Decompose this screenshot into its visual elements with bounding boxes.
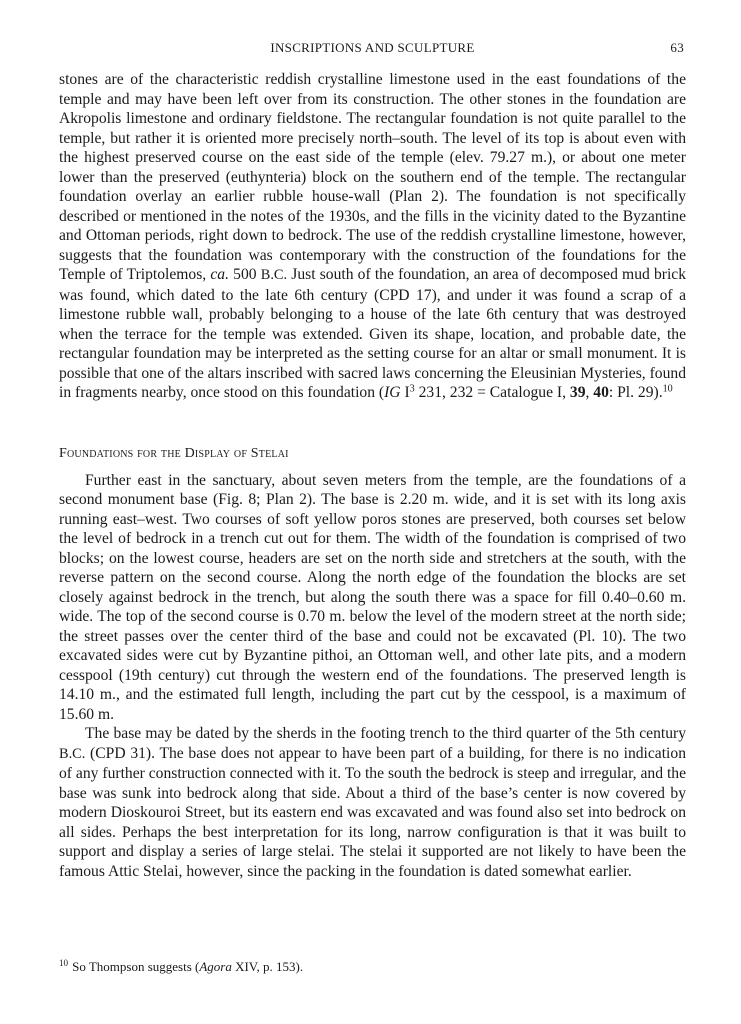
paragraph-1 [59,70,686,403]
footnote-number: 10 [59,958,69,969]
paragraph-3 [59,724,686,881]
catalogue-number: 40 [593,384,609,401]
page [59,38,686,881]
text-italic: IG [384,384,401,401]
text-run: So Thompson suggests ( [72,959,200,974]
catalogue-number: 39 [569,384,586,401]
section-heading: Foundations for the Display of Stelai [59,445,289,461]
text-italic: ca. [210,266,229,283]
footnote [59,958,686,975]
text-italic: Agora [199,959,232,974]
running-header [59,38,686,58]
body-text [59,70,686,881]
text-run: (CPD 31). The base does not appear to have been part of a building, for there is no indication of any further construction connected with it. To the south the bedrock is steep and irregular, and the base was sunk into bedrock along that side. About a third of the base’s center is now covered by modern Dioskouroi Street, but its eastern end was excavated and was found also set into bedrock on all sides. Perhaps the best interpretation for its long, narrow configuration is that it was built to support and display a series of large stelai. The stelai it supported are not likely to have been the famous Attic Stelai, however, since the packing in the foundation is dated somewhat earlier. [59,744,686,880]
text-run: : Pl. 29). [608,384,663,401]
text-run: Just south of the foundation, an area of decomposed mud brick was found, which dated to the late 6th century (CPD 17), and under it was found a scrap of a limestone rubble wall, probably belonging to a house of the late 6th century that was destroyed when the terrace for the temple was extended. Given its shape, location, and probable date, the rectangular foundation may be interpreted as the setting course for an altar or small monument. It is possible that one of the altars inscribed with sacred laws concerning the Eleusinian Mysteries, found in fragments nearby, once stood on this foundation ( [59,266,687,401]
footnote-reference[interactable]: 10 [662,383,673,395]
running-title: INSCRIPTIONS AND SCULPTURE [270,40,475,55]
text-run: 500 [229,266,261,283]
page-number: 63 [670,40,684,55]
text-smallcaps: B.C. [59,745,86,762]
text-run: , [585,384,594,401]
text-run: stones are of the characteristic reddish crystalline limestone used in the east foundations of the temple and may have been left over from its construction. The other stones in the foundation are Akropolis limestone and ordinary fieldstone. The rectangular foundation is not quite parallel to the temple, but rather it is oriented more precisely north–south. The level of its top is about even with the highest preserved course on the east side of the temple (elev. 79.27 m.), or about one meter lower than the preserved (euthynteria) block on the southern end of the temple. The rectangular foundation overlay an earlier rubble house-wall (Plan 2). The foundation is not specifically described or mentioned in the notes of the 1930s, and the fills in the vicinity dated to the Byzantine and Ottoman periods, right down to bedrock. The use of the reddish crystalline limestone, however, suggests that the foundation was contemporary with the construction of the foundations for the Temple of Triptolemos, [59,71,686,283]
text-run: XIV, p. 153). [231,959,304,974]
text-run: The base may be dated by the sherds in the footing trench to the third quarter of the 5th century [85,725,686,742]
superscript: 3 [409,383,415,395]
text-smallcaps: B.C. [260,267,288,283]
text-run: 231, 232 = Catalogue I, [414,384,570,401]
paragraph-2: Further east in the sanctuary, about seven meters from the temple, are the foundations of a second monument base (Fig. 8; Plan 2). The base is 2.20 m. wide, and it is set with its long axis running east–west. Two courses of soft yellow poros stones are preserved, both courses set below the level of bedrock in a trench cut out for them. The width of the foundation is comprised of two blocks; on the lowest course, headers are set on the north side and stretchers at the south, with the reverse pattern on the second course. Along the north edge of the foundation the blocks are set closely against bedrock in the trench, but along the south there was a space for fill 0.40–0.60 m. wide. The top of the second course is 0.70 m. below the level of the modern street at the north side; the street passes over the center third of the base and could not be excavated (Pl. 10). The two excavated sides were cut by Byzantine pithoi, an Ottoman well, and other late pits, and a modern cesspool (19th century) cut through the western end of the foundations. The preserved length is 14.10 m., and the estimated full length, including the part cut by the cesspool, is a maximum of 15.60 m. [59,471,686,723]
text-run: I [400,384,410,401]
